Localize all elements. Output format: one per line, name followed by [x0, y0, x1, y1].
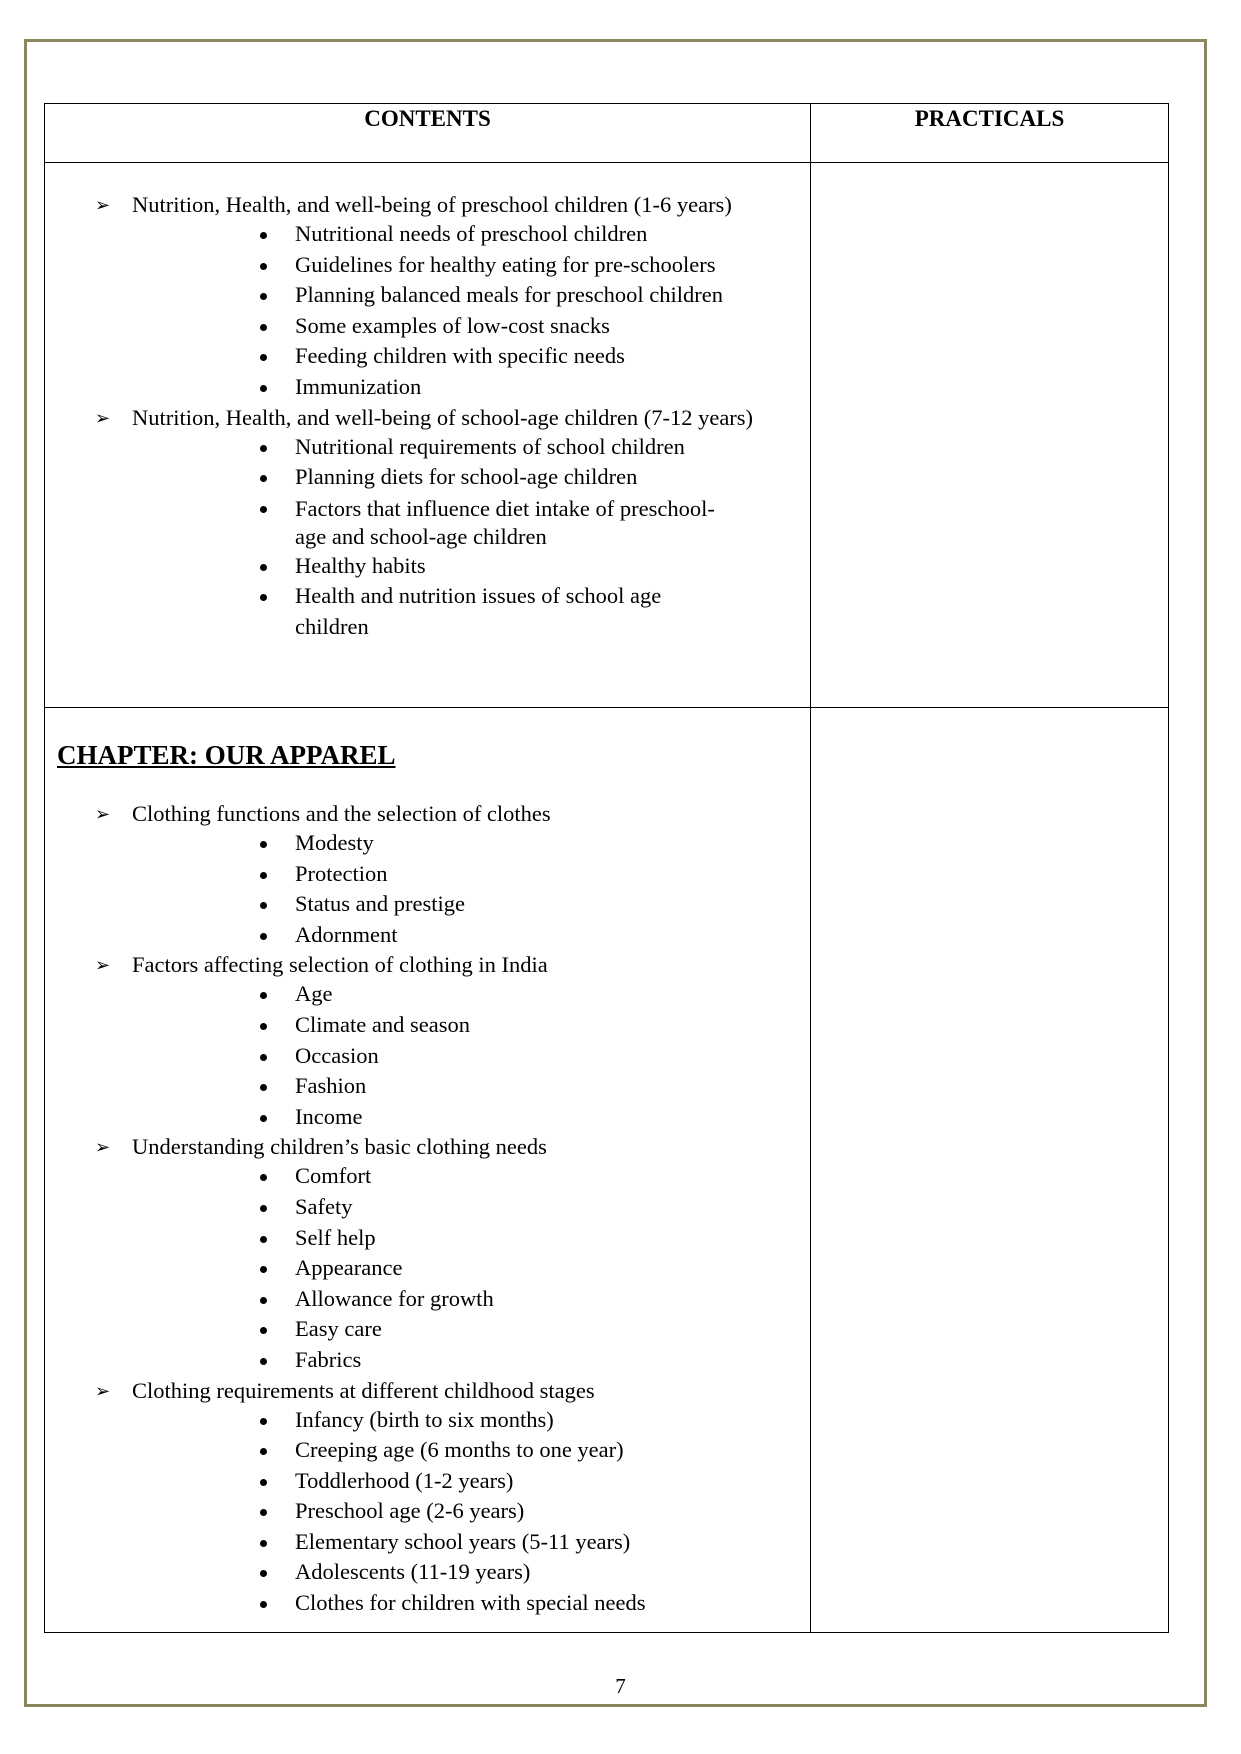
- practicals-column-header: PRACTICALS: [914, 106, 1065, 131]
- bullet-icon: [260, 933, 267, 940]
- column-divider: [810, 104, 811, 1632]
- bullet-icon: [260, 475, 267, 482]
- bullet-icon: [260, 1479, 267, 1486]
- list-item-text: Allowance for growth: [295, 1285, 494, 1311]
- arrow-bullet-icon: ➢: [95, 1380, 111, 1401]
- bullet-icon: [260, 1084, 267, 1091]
- list-item: [132, 462, 770, 493]
- contents-section-nutrition: [45, 190, 810, 643]
- list-item: [132, 1496, 770, 1527]
- list-item: [132, 1345, 770, 1376]
- bullet-icon: [260, 445, 267, 452]
- bullet-icon: [260, 1570, 267, 1577]
- list-item: [132, 859, 770, 890]
- syllabus-table: [44, 103, 1169, 1633]
- list-item-text: Climate and season: [295, 1011, 470, 1037]
- list-item: [132, 493, 770, 551]
- subtopic-list: [132, 979, 770, 1132]
- bullet-icon: [260, 1418, 267, 1425]
- topic-label: Understanding children’s basic clothing needs: [132, 1134, 547, 1160]
- list-item-text: Planning diets for school-age children: [295, 464, 638, 490]
- list-item: [132, 1405, 770, 1436]
- bullet-icon: [260, 263, 267, 270]
- bullet-icon: [260, 992, 267, 999]
- list-item-text: Planning balanced meals for preschool children: [295, 282, 723, 308]
- list-item-text: Fabrics: [295, 1346, 362, 1372]
- bullet-icon: [260, 1205, 267, 1212]
- list-item: [132, 828, 770, 859]
- bullet-icon: [260, 564, 267, 571]
- list-item-text: Easy care: [295, 1316, 382, 1342]
- list-item-text: Age: [295, 981, 333, 1007]
- list-item-text: Immunization: [295, 373, 422, 399]
- bullet-icon: [260, 1327, 267, 1334]
- contents-column-header: CONTENTS: [364, 106, 491, 131]
- arrow-bullet-icon: ➢: [95, 804, 111, 824]
- list-item-text: Toddlerhood (1-2 years): [295, 1467, 514, 1493]
- topic-label: Factors affecting selection of clothing in India: [132, 952, 548, 978]
- list-item-text: Elementary school years (5-11 years): [295, 1528, 631, 1554]
- list-item-text: Health and nutrition issues of school age children: [295, 583, 662, 639]
- list-item-text: Infancy (birth to six months): [295, 1406, 554, 1432]
- topic-label: Clothing functions and the selection of clothes: [132, 801, 551, 826]
- list-item-text: Appearance: [295, 1255, 403, 1281]
- list-item-text: Income: [295, 1103, 363, 1129]
- list-item: [132, 1284, 770, 1315]
- bullet-icon: [260, 1448, 267, 1455]
- contents-section-apparel: [45, 738, 810, 1619]
- topic-label: Nutrition, Health, and well-being of school-age children (7-12 years): [132, 404, 754, 430]
- bullet-icon: [260, 1509, 267, 1516]
- list-item-text: Preschool age (2-6 years): [295, 1498, 525, 1524]
- list-item-text: Nutritional requirements of school children: [295, 433, 685, 459]
- list-item: [132, 1071, 770, 1102]
- page-number: 7: [615, 1674, 626, 1698]
- list-item-text: Feeding children with specific needs: [295, 343, 625, 369]
- bullet-icon: [260, 1236, 267, 1243]
- bullet-icon: [260, 1601, 267, 1608]
- list-item: [132, 551, 770, 582]
- list-item-text: Occasion: [295, 1042, 379, 1068]
- topic-list: [45, 190, 810, 643]
- topic-item: [45, 190, 810, 403]
- list-item: [132, 1588, 770, 1619]
- list-item: [132, 1010, 770, 1041]
- list-item-text: Nutritional needs of preschool children: [295, 221, 648, 246]
- topic-list: [45, 799, 810, 1619]
- list-item: [132, 372, 770, 403]
- list-item: [132, 1466, 770, 1497]
- list-item: [132, 1102, 770, 1133]
- list-item: [132, 1223, 770, 1254]
- bullet-icon: [260, 1297, 267, 1304]
- list-item-text: Status and prestige: [295, 891, 465, 917]
- list-item-text: Self help: [295, 1224, 376, 1250]
- list-item: [132, 1435, 770, 1466]
- subtopic-list: [132, 1405, 770, 1619]
- subtopic-list: [132, 828, 770, 950]
- list-item-text: Protection: [295, 860, 388, 886]
- topic-label: Clothing requirements at different childhood stages: [132, 1377, 595, 1403]
- list-item: [132, 311, 770, 342]
- topic-item: [45, 1132, 810, 1375]
- list-item-text: Comfort: [295, 1163, 372, 1189]
- header-row-divider: [45, 162, 1168, 163]
- list-item-text: Adornment: [295, 921, 398, 947]
- bullet-icon: [260, 1266, 267, 1273]
- list-item-text: Guidelines for healthy eating for pre-schoolers: [295, 251, 716, 277]
- bullet-icon: [260, 1174, 267, 1181]
- topic-item: [45, 950, 810, 1132]
- bullet-icon: [260, 1358, 267, 1365]
- topic-item: [45, 799, 810, 950]
- list-item-text: Safety: [295, 1193, 353, 1219]
- bullet-icon: [260, 293, 267, 300]
- arrow-bullet-icon: ➢: [95, 407, 111, 428]
- subtopic-list: [132, 1161, 770, 1375]
- bullet-icon: [260, 232, 267, 239]
- topic-item: [45, 403, 810, 643]
- arrow-bullet-icon: ➢: [95, 195, 111, 215]
- bullet-icon: [260, 841, 267, 848]
- chapter-title: CHAPTER: OUR APPAREL: [57, 740, 396, 770]
- list-item: [132, 280, 770, 311]
- list-item: [132, 1527, 770, 1558]
- list-item: [132, 1041, 770, 1072]
- list-item-text: Some examples of low-cost snacks: [295, 312, 610, 338]
- list-item: [132, 1192, 770, 1223]
- topic-label: Nutrition, Health, and well-being of preschool children (1-6 years): [132, 192, 732, 217]
- bullet-icon: [260, 506, 267, 513]
- bullet-icon: [260, 1054, 267, 1061]
- topic-item: [45, 1376, 810, 1619]
- list-item-text: Healthy habits: [295, 552, 426, 578]
- list-item: [132, 581, 770, 642]
- bullet-icon: [260, 594, 267, 601]
- list-item-text: Modesty: [295, 830, 374, 855]
- list-item-text: Fashion: [295, 1073, 367, 1099]
- bullet-icon: [260, 872, 267, 879]
- list-item: [132, 979, 770, 1010]
- list-item-text: Clothes for children with special needs: [295, 1590, 646, 1616]
- arrow-bullet-icon: ➢: [95, 955, 111, 976]
- list-item: [132, 432, 770, 463]
- bullet-icon: [260, 354, 267, 361]
- list-item-text: Creeping age (6 months to one year): [295, 1437, 624, 1463]
- list-item: [132, 1557, 770, 1588]
- bullet-icon: [260, 1540, 267, 1547]
- list-item: [132, 1161, 770, 1192]
- bullet-icon: [260, 1023, 267, 1030]
- subtopic-list: [132, 432, 770, 643]
- list-item: [132, 341, 770, 372]
- list-item: [132, 920, 770, 951]
- subtopic-list: [132, 219, 770, 403]
- bullet-icon: [260, 324, 267, 331]
- list-item: [132, 1314, 770, 1345]
- list-item: [132, 250, 770, 281]
- list-item-text: Factors that influence diet intake of preschool-age and school-age children: [295, 495, 715, 549]
- section-row-divider: [45, 707, 1168, 708]
- bullet-icon: [260, 902, 267, 909]
- list-item: [132, 889, 770, 920]
- arrow-bullet-icon: ➢: [95, 1137, 111, 1158]
- list-item-text: Adolescents (11-19 years): [295, 1559, 531, 1585]
- bullet-icon: [260, 385, 267, 392]
- list-item: [132, 1253, 770, 1284]
- list-item: [132, 219, 770, 250]
- bullet-icon: [260, 1115, 267, 1122]
